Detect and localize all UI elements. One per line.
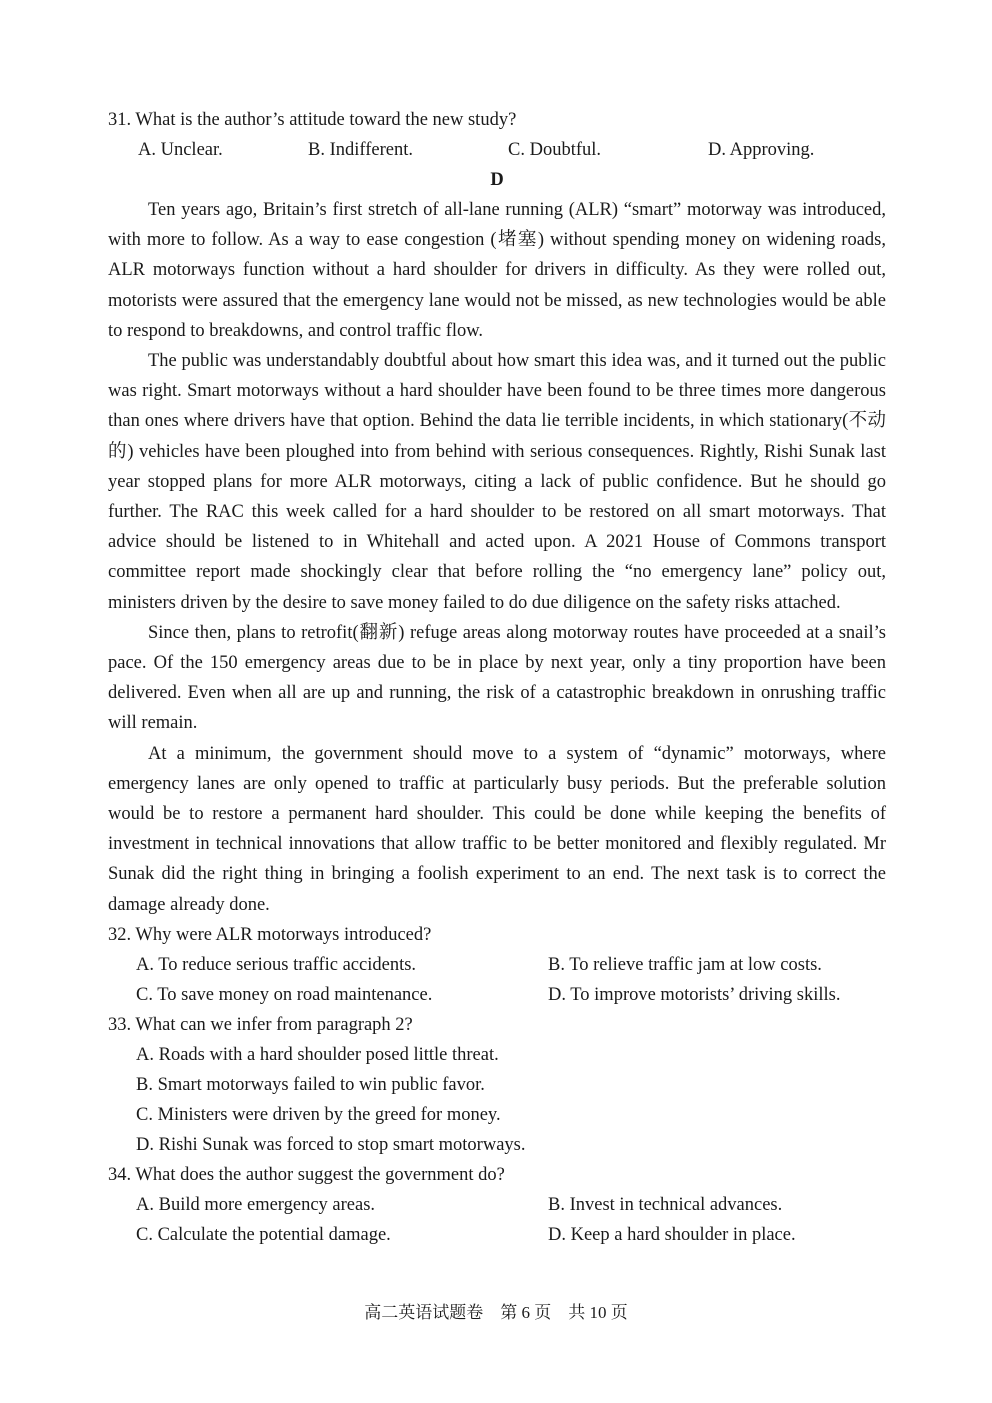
option-d: D. To improve motorists’ driving skills. (548, 984, 841, 1005)
option-b: B. Smart motorways failed to win public favor. (136, 1074, 485, 1095)
option-d: D. Approving. (708, 140, 815, 160)
option-b: B. To relieve traffic jam at low costs. (548, 954, 822, 975)
option-a: A. To reduce serious traffic accidents. (136, 954, 417, 975)
passage-paragraph-4: At a minimum, the government should move to a system of “dynamic” motorways, where emergency lanes are only opened to traffic at particularly busy periods. But the preferable solution would be to restore a permanent hard shoulder. This could be done while keeping the benefits of investment in technical innovations that allow traffic to be better monitored and flexibly regulated. Mr Sunak did the right thing in bringing a foolish experiment to an end. The next task is to correct the damage already done. (108, 743, 886, 915)
question-32-options-row-1 (108, 950, 886, 980)
question-32: 32. Why were ALR motorways introduced? (108, 924, 432, 945)
question-31: 31. What is the author’s attitude toward the new study? (108, 110, 517, 130)
question-31-options (108, 135, 886, 165)
option-b: B. Indifferent. (308, 140, 413, 160)
option-a: A. Build more emergency areas. (136, 1194, 376, 1215)
option-d: D. Rishi Sunak was forced to stop smart motorways. (136, 1134, 526, 1155)
exam-page (108, 105, 886, 1250)
passage-paragraph-2: The public was understandably doubtful about how smart this idea was, and it turned out the public was right. Smart motorways without a hard shoulder have been found to be three times more dangerous than ones where drivers have that option. Behind the data lie terrible incidents, in which stationary(不动的) vehicles have been ploughed into from behind with serious consequences. Rightly, Rishi Sunak last year stopped plans for more ALR motorways, citing a lack of public confidence. But he should go further. The RAC this week called for a hard shoulder to be restored on all smart motorways. That advice should be listened to in Whitehall and acted upon. A 2021 House of Commons transport committee report made shockingly clear that before rolling the “no emergency lane” policy out, ministers driven by the desire to save money failed to do due diligence on the safety risks attached. (108, 351, 886, 613)
option-b: B. Invest in technical advances. (548, 1194, 783, 1215)
option-c: C. To save money on road maintenance. (136, 984, 433, 1005)
option-d: D. Keep a hard shoulder in place. (548, 1224, 796, 1245)
passage-paragraph-3: Since then, plans to retrofit(翻新) refuge areas along motorway routes have proceeded at a snail’s pace. Of the 150 emergency areas due to be in place by next year, only a tiny proportion have been delivered. Even when all are up and running, the risk of a catastrophic breakdown in onrushing traffic will remain. (108, 622, 886, 734)
page-footer: 高二英语试题卷 第 6 页 共 10 页 (364, 1303, 628, 1322)
option-c: C. Ministers were driven by the greed for money. (136, 1104, 501, 1125)
section-title: D (490, 170, 504, 190)
option-a: A. Unclear. (138, 140, 223, 160)
option-a: A. Roads with a hard shoulder posed little threat. (136, 1044, 499, 1065)
option-c: C. Calculate the potential damage. (136, 1224, 391, 1245)
option-c: C. Doubtful. (508, 140, 602, 160)
question-34: 34. What does the author suggest the government do? (108, 1164, 505, 1185)
question-34-options-row-1 (108, 1190, 886, 1220)
question-32-options-row-2 (108, 980, 886, 1010)
question-34-options-row-2 (108, 1220, 886, 1250)
question-33: 33. What can we infer from paragraph 2? (108, 1014, 413, 1035)
passage-paragraph-1: Ten years ago, Britain’s first stretch of all-lane running (ALR) “smart” motorway was introduced, with more to follow. As a way to ease congestion (堵塞) without spending money on widening roads, ALR motorways function without a hard shoulder for drivers in difficulty. As they were rolled out, motorists were assured that the emergency lane would not be missed, as new technologies would be able to respond to breakdowns, and control traffic flow. (108, 200, 886, 341)
